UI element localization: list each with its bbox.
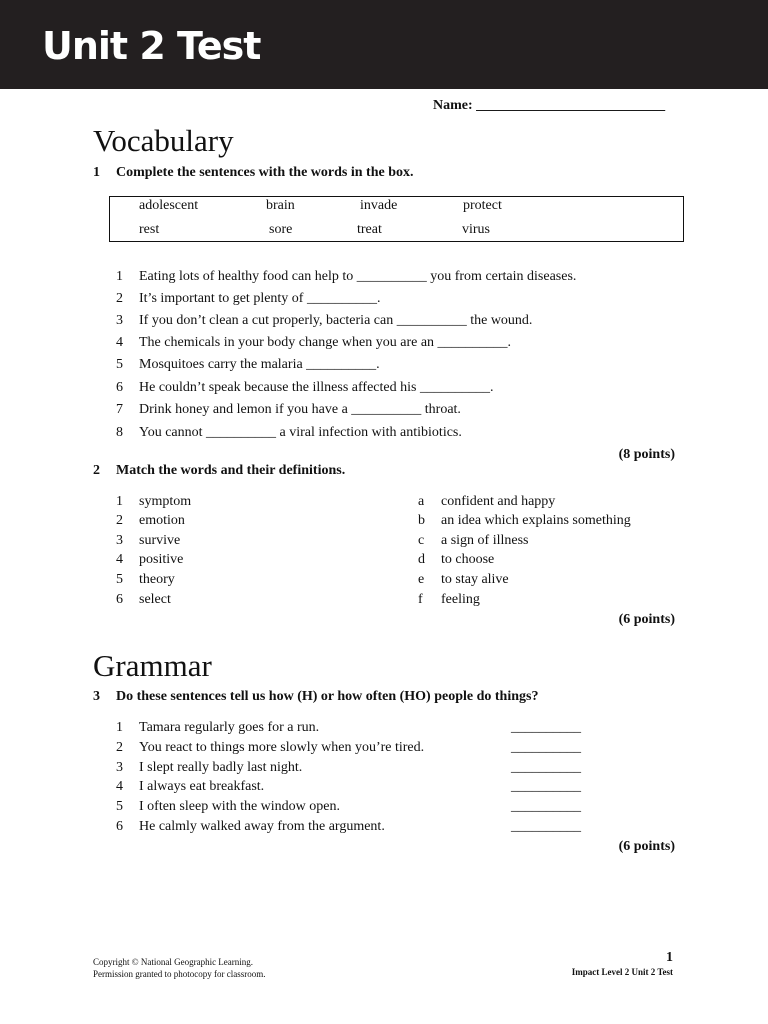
item-number: 2 (116, 291, 123, 306)
title-banner (0, 0, 768, 89)
instruction-text: Do these sentences tell us how (H) or how often (HO) people do things? (116, 689, 539, 704)
item-text: He couldn’t speak because the illness affected his __________. (139, 380, 494, 395)
points-label: (8 points) (618, 447, 675, 462)
item-text: positive (139, 552, 184, 567)
item-number: 8 (116, 425, 123, 440)
match-definition (418, 533, 529, 549)
item-letter: c (418, 533, 425, 548)
match-word (116, 572, 175, 588)
exercise-number: 1 (93, 165, 100, 180)
item-text: Drink honey and lemon if you have a __________ throat. (139, 402, 461, 417)
word-box-item: protect (463, 198, 502, 213)
match-word (116, 533, 180, 549)
exercise-3-instruction (93, 689, 538, 705)
match-definition (418, 513, 631, 529)
item-text: feeling (441, 592, 480, 607)
item-text: to stay alive (441, 572, 509, 587)
match-word (116, 552, 183, 568)
list-item (116, 291, 380, 307)
item-letter: f (418, 592, 423, 607)
word-box-item: brain (266, 198, 295, 213)
word-box-item: rest (139, 222, 160, 237)
word-box-item: adolescent (139, 198, 199, 213)
answer-blank[interactable]: __________ (511, 779, 581, 794)
item-text: You cannot __________ a viral infection with antibiotics. (139, 425, 462, 440)
item-text: Eating lots of healthy food can help to __________ you from certain diseases. (139, 269, 577, 284)
item-number: 6 (116, 592, 123, 607)
exercise-2-instruction (93, 463, 345, 479)
match-definition (418, 592, 480, 608)
permission-text: Permission granted to photocopy for classroom. (93, 969, 266, 979)
list-item (116, 357, 380, 373)
item-letter: a (418, 494, 425, 509)
item-text: Mosquitoes carry the malaria __________. (139, 357, 380, 372)
answer-blank[interactable]: __________ (511, 760, 581, 775)
list-item (116, 819, 385, 835)
copyright-text: Copyright © National Geographic Learning. (93, 957, 254, 967)
list-item (116, 720, 319, 736)
item-number: 7 (116, 402, 123, 417)
page-number: 1 (666, 950, 673, 965)
item-number: 1 (116, 720, 123, 735)
word-box-item: virus (462, 222, 490, 237)
item-text: to choose (441, 552, 495, 567)
instruction-text: Complete the sentences with the words in the box. (116, 165, 414, 180)
item-number: 6 (116, 819, 123, 834)
item-number: 4 (116, 335, 123, 350)
item-text: The chemicals in your body change when you are an __________. (139, 335, 512, 350)
exercise-1-instruction (93, 165, 413, 181)
match-word (116, 494, 191, 510)
answer-blank[interactable]: __________ (511, 819, 581, 834)
list-item (116, 269, 576, 285)
answer-blank[interactable]: __________ (511, 740, 581, 755)
exercise-number: 2 (93, 463, 100, 478)
item-number: 1 (116, 494, 123, 509)
list-item (116, 335, 511, 351)
list-item (116, 760, 302, 776)
exercise-number: 3 (93, 689, 100, 704)
answer-blank[interactable]: __________ (511, 720, 581, 735)
list-item (116, 402, 461, 418)
item-text: an idea which explains something (441, 513, 631, 528)
points-label: (6 points) (618, 612, 675, 627)
match-word (116, 592, 171, 608)
item-text: Tamara regularly goes for a run. (139, 720, 320, 735)
item-text: emotion (139, 513, 185, 528)
match-definition (418, 572, 509, 588)
item-text: a sign of illness (441, 533, 529, 548)
item-text: He calmly walked away from the argument. (139, 819, 385, 834)
item-text: It’s important to get plenty of __________. (139, 291, 381, 306)
word-box-item: invade (360, 198, 398, 213)
item-text: symptom (139, 494, 192, 509)
item-text: I slept really badly last night. (139, 760, 303, 775)
item-number: 3 (116, 313, 123, 328)
item-text: I often sleep with the window open. (139, 799, 341, 814)
instruction-text: Match the words and their definitions. (116, 463, 346, 478)
list-item (116, 740, 424, 756)
course-label: Impact Level 2 Unit 2 Test (571, 967, 673, 977)
word-box-item: sore (269, 222, 293, 237)
item-number: 4 (116, 779, 123, 794)
item-number: 5 (116, 357, 123, 372)
item-text: confident and happy (441, 494, 556, 509)
list-item (116, 380, 493, 396)
item-number: 5 (116, 572, 123, 587)
item-letter: b (418, 513, 425, 528)
match-definition (418, 552, 494, 568)
item-number: 6 (116, 380, 123, 395)
section-title-vocabulary: Vocabulary (93, 123, 234, 158)
item-number: 2 (116, 740, 123, 755)
item-text: theory (139, 572, 175, 587)
match-word (116, 513, 185, 529)
item-text: select (139, 592, 171, 607)
item-number: 1 (116, 269, 123, 284)
answer-blank[interactable]: __________ (511, 799, 581, 814)
item-text: If you don’t clean a cut properly, bacteria can __________ the wound. (139, 313, 533, 328)
item-text: I always eat breakfast. (139, 779, 265, 794)
section-title-grammar: Grammar (93, 648, 212, 683)
item-text: survive (139, 533, 181, 548)
points-label: (6 points) (618, 839, 675, 854)
word-box (109, 196, 684, 242)
item-letter: e (418, 572, 425, 587)
list-item (116, 799, 340, 815)
item-number: 2 (116, 513, 123, 528)
list-item (116, 779, 264, 795)
page-title: Unit 2 Test (42, 24, 261, 68)
item-letter: d (418, 552, 425, 567)
list-item (116, 313, 532, 329)
item-number: 3 (116, 533, 123, 548)
word-box-item: treat (357, 222, 382, 237)
item-number: 5 (116, 799, 123, 814)
name-field-label: Name: ___________________________ (433, 98, 666, 113)
match-definition (418, 494, 555, 510)
item-number: 3 (116, 760, 123, 775)
item-number: 4 (116, 552, 123, 567)
list-item (116, 425, 462, 441)
item-text: You react to things more slowly when you’re tired. (139, 740, 425, 755)
